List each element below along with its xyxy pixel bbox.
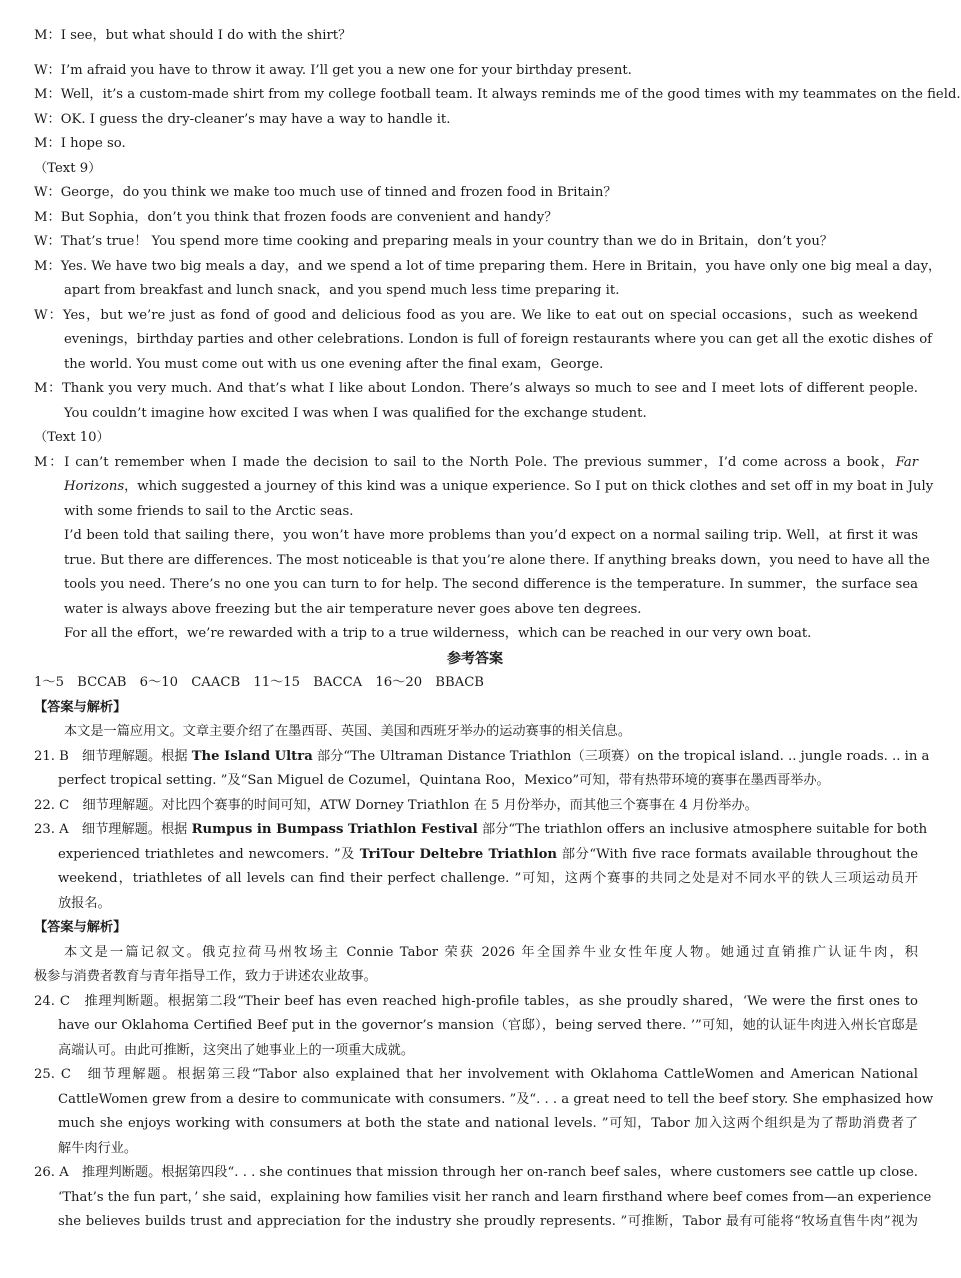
dialogue-line: M：Well，it’s a custom-made shirt from my college football team. It always reminds me of the good times with my teammates on the field. bbox=[34, 87, 961, 102]
monologue-line: M：I can’t remember when I made the decision to sail to the North Pole. The previous summer，I’d come across a book，Far bbox=[34, 455, 918, 470]
explanation-line: 25. C 细节理解题。根据第三段“Tabor also explained that her involvement with Oklahoma CattleWomen and American National bbox=[34, 1067, 918, 1082]
monologue-line: tools you need. There’s no one you can turn to for help. The second difference is the temperature. In summer，the surface sea bbox=[64, 577, 918, 592]
section-heading: 【答案与解析】 bbox=[34, 920, 127, 935]
explanation-line: have our Oklahoma Certified Beef put in the governor’s mansion（官邸），being served there. ’”可知，她的认证牛肉进入州长官邸是 bbox=[58, 1018, 918, 1033]
explanation-line: 21. B 细节理解题。根据 The Island Ultra 部分“The Ultraman Distance Triathlon（三项赛）on the tropical island. .. jungle roads. .. in a bbox=[34, 749, 930, 764]
explanation-line: she believes builds trust and appreciation for the industry she proudly represents. ”可推断，Tabor 最有可能将“牧场直售牛肉”视为 bbox=[58, 1214, 918, 1229]
dialogue-line: W：George，do you think we make too much use of tinned and frozen food in Britain？ bbox=[34, 185, 617, 200]
answers-title: 参考答案 bbox=[447, 651, 503, 667]
explanation-line: 解牛肉行业。 bbox=[58, 1141, 138, 1156]
explanation-line: ‘That’s the fun part，’ she said，explaining how families visit her ranch and learn firsthand where beef comes from—an experience bbox=[58, 1190, 932, 1205]
dialogue-line: M：But Sophia，don’t you think that frozen foods are convenient and handy？ bbox=[34, 210, 558, 225]
explanation-line: 高端认可。由此可推断，这突出了她事业上的一项重大成就。 bbox=[58, 1043, 415, 1058]
dialogue-line: M：I hope so. bbox=[34, 136, 126, 151]
dialogue-line: evenings，birthday parties and other celebrations. London is full of foreign restaurants where you can get all the exotic dishes of bbox=[64, 332, 933, 347]
passage-summary: 极参与消费者教育与青年指导工作，致力于讲述农业故事。 bbox=[34, 969, 377, 984]
explanation-line: experienced triathletes and newcomers. ”及 TriTour Deltebre Triathlon 部分“With five race formats available throughout the bbox=[58, 847, 918, 862]
text-heading: （Text 10） bbox=[34, 430, 110, 445]
dialogue-line: M：Yes. We have two big meals a day，and we spend a lot of time preparing them. Here in Britain，you have only one big meal a day， bbox=[34, 259, 942, 274]
monologue-line: true. But there are differences. The most noticeable is that you’re alone there. If anything breaks down，you need to have all the bbox=[64, 553, 930, 568]
explanation-line: CattleWomen grew from a desire to communicate with consumers. ”及“. . . a great need to tell the beef story. She emphasized how bbox=[58, 1092, 934, 1107]
explanation-line: 23. A 细节理解题。根据 Rumpus in Bumpass Triathlon Festival 部分“The triathlon offers an inclusive atmosphere suitable for both bbox=[34, 822, 928, 837]
explanation-line: 26. A 推理判断题。根据第四段“. . . she continues that mission through her on-ranch beef sales，where customers see cattle up close. bbox=[34, 1165, 918, 1180]
clipped-top-line: M：I see，but what should I do with the shirt？ bbox=[34, 28, 352, 43]
dialogue-line: the world. You must come out with us one evening after the final exam，George. bbox=[64, 357, 604, 372]
dialogue-line: W：I’m afraid you have to throw it away. I’ll get you a new one for your birthday present. bbox=[34, 63, 632, 78]
answer-key: 1～5 BCCAB 6～10 CAACB 11～15 BACCA 16～20 BBACB bbox=[34, 675, 484, 690]
monologue-line: with some friends to sail to the Arctic seas. bbox=[64, 504, 354, 519]
explanation-line: 22. C 细节理解题。对比四个赛事的时间可知，ATW Dorney Triathlon 在 5 月份举办，而其他三个赛事在 4 月份举办。 bbox=[34, 798, 758, 813]
explanation-line: 24. C 推理判断题。根据第二段“Their beef has even reached high-profile tables，as she proudly shared，‘We were the first ones to bbox=[34, 994, 918, 1009]
dialogue-line: M：Thank you very much. And that’s what I like about London. There’s always so much to see and I meet lots of different people. bbox=[34, 381, 918, 396]
explanation-line: 放报名。 bbox=[58, 896, 111, 911]
monologue-line: water is always above freezing but the air temperature never goes above ten degrees. bbox=[64, 602, 642, 617]
text-heading: （Text 9） bbox=[34, 161, 102, 176]
dialogue-line: You couldn’t imagine how excited I was when I was qualified for the exchange student. bbox=[64, 406, 647, 421]
monologue-line: For all the effort，we’re rewarded with a trip to a true wilderness，which can be reached in our very own boat. bbox=[64, 626, 812, 641]
passage-summary: 本文是一篇记叙文。俄克拉荷马州牧场主 Connie Tabor 荣获 2026 年全国养牛业女性年度人物。她通过直销推广认证牛肉，积 bbox=[64, 945, 918, 960]
monologue-line: Horizons，which suggested a journey of this kind was a unique experience. So I put on thick clothes and set off in my boat in July bbox=[64, 479, 934, 494]
monologue-line: I’d been told that sailing there，you won’t have more problems than you’d expect on a normal sailing trip. Well，at first it was bbox=[64, 528, 918, 543]
passage-summary: 本文是一篇应用文。文章主要介绍了在墨西哥、英国、美国和西班牙举办的运动赛事的相关信息。 bbox=[64, 724, 632, 739]
dialogue-line: apart from breakfast and lunch snack，and you spend much less time preparing it. bbox=[64, 283, 620, 298]
explanation-line: much she enjoys working with consumers at both the state and national levels. ”可知，Tabor 加入这两个组织是为了帮助消费者了 bbox=[58, 1116, 918, 1131]
dialogue-line: W：Yes，but we’re just as fond of good and delicious food as you are. We like to eat out on special occasions，such as weekend bbox=[34, 308, 918, 323]
dialogue-line: W：OK. I guess the dry-cleaner’s may have a way to handle it. bbox=[34, 112, 451, 127]
section-heading: 【答案与解析】 bbox=[34, 700, 127, 715]
dialogue-line: W：That’s true！ You spend more time cooking and preparing meals in your country than we do in Britain，don’t you？ bbox=[34, 234, 833, 249]
explanation-line: perfect tropical setting. ”及“San Miguel de Cozumel，Quintana Roo，Mexico”可知，带有热带环境的赛事在墨西哥举办。 bbox=[58, 773, 830, 788]
explanation-line: weekend，triathletes of all levels can find their perfect challenge. ”可知，这两个赛事的共同之处是对不同水平的铁人三项运动员开 bbox=[58, 871, 918, 886]
